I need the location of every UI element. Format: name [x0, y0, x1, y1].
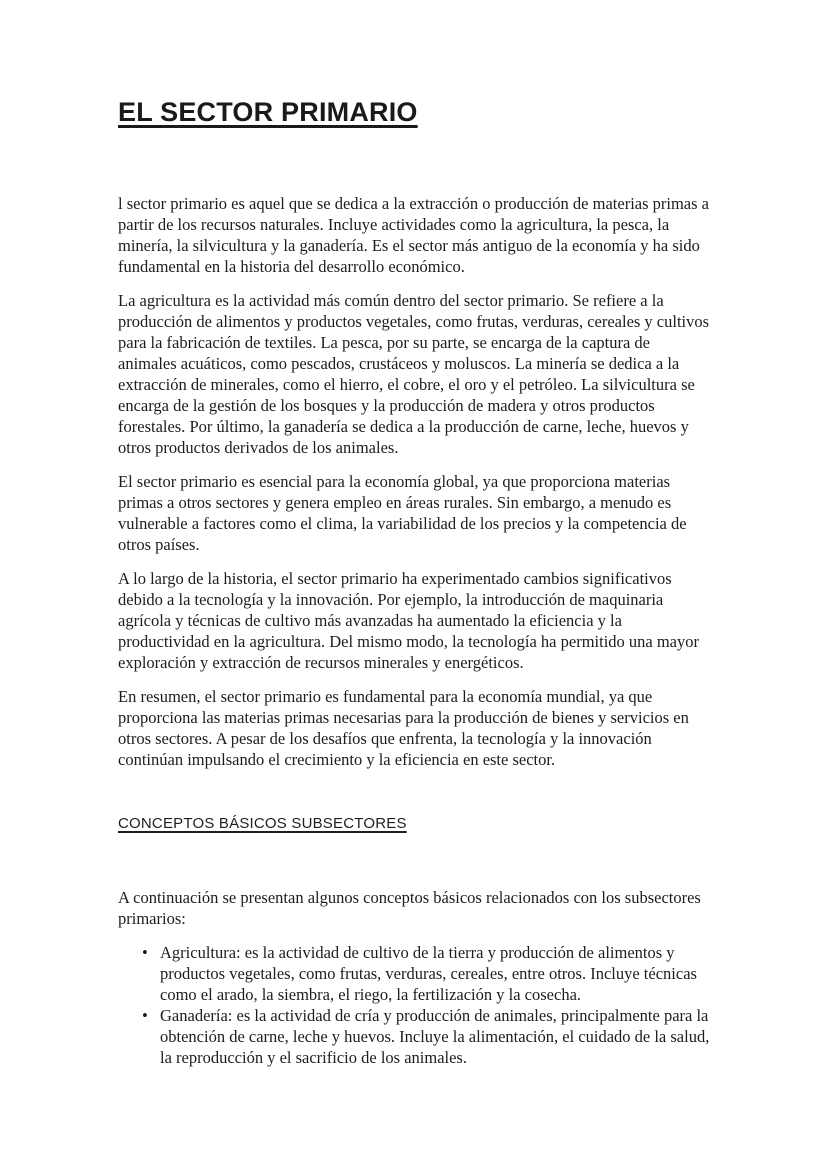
- body-paragraph: l sector primario es aquel que se dedica a la extracción o producción de materias primas a partir de los recursos naturales. Incluye actividades como la agricultura, la pesca, la minería, la silvicultura y la ganadería. Es el sector más antiguo de la economía y ha sido fundamental en la historia del desarrollo económico.: [118, 194, 710, 277]
- bullet-icon: •: [142, 943, 148, 963]
- body-paragraph: La agricultura es la actividad más común dentro del sector primario. Se refiere a la producción de alimentos y productos vegetales, como frutas, verduras, cereales y cultivos para la fabricación de textiles. La pesca, por su parte, se encarga de la captura de animales acuáticos, como pescados, crustáceos y moluscos. La minería se dedica a la extracción de minerales, como el hierro, el cobre, el oro y el petróleo. La silvicultura se encarga de la gestión de los bosques y la producción de madera y otros productos forestales. Por último, la ganadería se dedica a la producción de carne, leche, huevos y otros productos derivados de los animales.: [118, 291, 710, 458]
- bullet-icon: •: [142, 1006, 148, 1026]
- list-intro-paragraph: A continuación se presentan algunos conceptos básicos relacionados con los subsectores primarios:: [118, 888, 701, 929]
- list-item-text: Ganadería: es la actividad de cría y producción de animales, principalmente para la obtención de carne, leche y huevos. Incluye la alimentación, el cuidado de la salud, la reproducción y el sacrificio de los animales.: [160, 1006, 710, 1068]
- list-item-text: Agricultura: es la actividad de cultivo de la tierra y producción de alimentos y productos vegetales, como frutas, verduras, cereales, entre otros. Incluye técnicas como el arado, la siembra, el riego, la fertilización y la cosecha.: [160, 943, 697, 1005]
- list-item: [118, 942, 712, 1005]
- body-paragraph: A lo largo de la historia, el sector primario ha experimentado cambios significativos debido a la tecnología y la innovación. Por ejemplo, la introducción de maquinaria agrícola y técnicas de cultivo más avanzadas ha aumentado la eficiencia y la productividad en la agricultura. Del mismo modo, la tecnología ha permitido una mayor exploración y extracción de recursos minerales y energéticos.: [118, 569, 700, 673]
- document-body: [118, 193, 712, 1068]
- concepts-list: [118, 942, 712, 1068]
- section-heading: CONCEPTOS BÁSICOS SUBSECTORES: [118, 815, 407, 833]
- body-paragraph: El sector primario es esencial para la economía global, ya que proporciona materias primas a otros sectores y genera empleo en áreas rurales. Sin embargo, a menudo es vulnerable a factores como el clima, la variabilidad de los precios y la competencia de otros países.: [118, 472, 687, 555]
- document-title: EL SECTOR PRIMARIO: [118, 97, 418, 127]
- body-paragraph: En resumen, el sector primario es fundamental para la economía mundial, ya que proporciona las materias primas necesarias para la producción de bienes y servicios en otros sectores. A pesar de los desafíos que enfrenta, la tecnología y la innovación continúan impulsando el crecimiento y la eficiencia en este sector.: [118, 687, 689, 770]
- list-item: [118, 1005, 712, 1068]
